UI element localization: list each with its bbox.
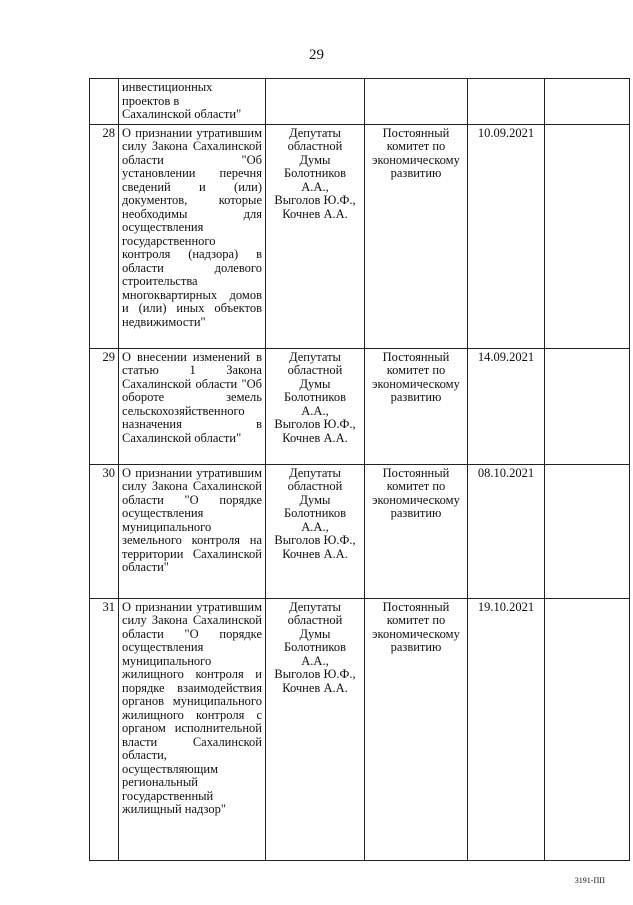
responsible-committee <box>365 79 468 125</box>
bills-table <box>89 78 630 861</box>
submission-date <box>468 79 545 125</box>
submission-date: 19.10.2021 <box>468 598 545 860</box>
table-row <box>90 79 630 125</box>
notes-cell <box>545 124 630 348</box>
table-row <box>90 598 630 860</box>
submission-date: 10.09.2021 <box>468 124 545 348</box>
notes-cell <box>545 79 630 125</box>
responsible-committee: Постоянный комитет по экономическому развитию <box>365 348 468 464</box>
row-number: 28 <box>90 124 119 348</box>
bill-title: О признании утратившим силу Закона Сахалинской области "О порядке осуществления муниципального жилищного контроля и порядке взаимодействия органов муниципального жилищного контроля с органом исполнительной власти Сахалинской области, осуществляющим региональный государственный жилищный надзор" <box>119 598 266 860</box>
bill-title: инвестиционных проектов в Сахалинской области" <box>119 79 266 125</box>
submission-date: 14.09.2021 <box>468 348 545 464</box>
table-row <box>90 348 630 464</box>
responsible-committee: Постоянный комитет по экономическому развитию <box>365 464 468 598</box>
responsible-committee: Постоянный комитет по экономическому развитию <box>365 598 468 860</box>
bill-title: О признании утратившим силу Закона Сахалинской области "О порядке осуществления муниципального земельного контроля на территории Сахалинской области" <box>119 464 266 598</box>
row-number <box>90 79 119 125</box>
notes-cell <box>545 598 630 860</box>
row-number: 31 <box>90 598 119 860</box>
bill-authors: Депутаты областной Думы Болотников А.А., Выголов Ю.Ф., Кочнев А.А. <box>266 348 365 464</box>
bill-authors: Депутаты областной Думы Болотников А.А., Выголов Ю.Ф., Кочнев А.А. <box>266 124 365 348</box>
submission-date: 08.10.2021 <box>468 464 545 598</box>
page-number: 29 <box>309 47 324 63</box>
bill-authors: Депутаты областной Думы Болотников А.А., Выголов Ю.Ф., Кочнев А.А. <box>266 464 365 598</box>
table-row <box>90 124 630 348</box>
notes-cell <box>545 348 630 464</box>
document-code: 3191-ПП <box>574 876 605 885</box>
bill-title: О признании утратившим силу Закона Сахалинской области "Об установлении перечня сведений и (или) документов, которые необходимы для осуществления государственного контроля (надзора) в области долевого строительства многоквартирных домов и (или) иных объектов недвижимости" <box>119 124 266 348</box>
row-number: 29 <box>90 348 119 464</box>
bill-title: О внесении изменений в статью 1 Закона Сахалинской области "Об обороте земель сельскохозяйственного назначения в Сахалинской области" <box>119 348 266 464</box>
table-row <box>90 464 630 598</box>
bill-authors: Депутаты областной Думы Болотников А.А., Выголов Ю.Ф., Кочнев А.А. <box>266 598 365 860</box>
responsible-committee: Постоянный комитет по экономическому развитию <box>365 124 468 348</box>
row-number: 30 <box>90 464 119 598</box>
notes-cell <box>545 464 630 598</box>
bill-authors <box>266 79 365 125</box>
